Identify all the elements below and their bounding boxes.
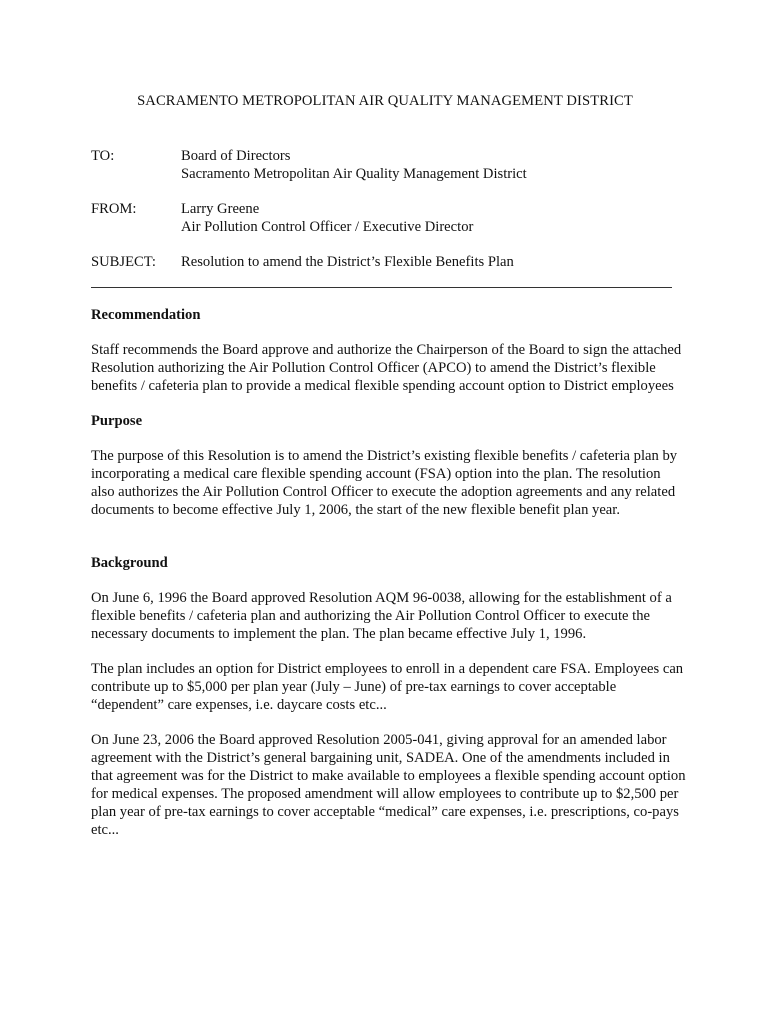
background-paragraph-3: On June 23, 2006 the Board approved Resolution 2005-041, giving approval for an amended labor agreement with the District’s general bargaining unit, SADEA. One of the amendments included in that agreement was for the District to make available to employees a flexible spending account option for medical expenses. The proposed amendment will allow employees to contribute up to $2,500 per plan year of pre-tax earnings to cover acceptable “medical” care expenses, i.e. prescriptions, co-pays etc... (91, 732, 686, 838)
header-divider (91, 287, 672, 288)
purpose-paragraph: The purpose of this Resolution is to amend the District’s existing flexible benefits / cafeteria plan by incorporating a medical care flexible spending account (FSA) option into the plan. The resolution also authorizes the Air Pollution Control Officer to execute the adoption agreements and any related documents to become effective July 1, 2006, the start of the new flexible benefit plan year. (91, 448, 678, 518)
recommendation-heading: Recommendation (91, 307, 201, 323)
background-paragraph-1: On June 6, 1996 the Board approved Resolution AQM 96-0038, allowing for the establishment of a flexible benefits / cafeteria plan and authorizing the Air Pollution Control Officer to execute the necessary documents to implement the plan. The plan became effective July 1, 1996. (91, 590, 672, 642)
memo-header (91, 147, 681, 288)
memo-subject-label: SUBJECT: (91, 254, 156, 270)
memo-from-row (91, 200, 681, 236)
recommendation-paragraph: Staff recommends the Board approve and authorize the Chairperson of the Board to sign the attached Resolution authorizing the Air Pollution Control Officer (APCO) to amend the District’s flexible benefits / cafeteria plan to provide a medical flexible spending account option to District employees (91, 342, 682, 394)
background-paragraph-2: The plan includes an option for District employees to enroll in a dependent care FSA. Employees can contribute up to $5,000 per plan year (July – June) of pre-tax earnings to cover acceptable “dependent” care expenses, i.e. daycare costs etc... (91, 661, 684, 713)
memo-from-value (181, 200, 681, 236)
document-body (91, 306, 686, 856)
memo-to-value (181, 147, 681, 183)
memo-to-line2: Sacramento Metropolitan Air Quality Management District (181, 166, 527, 182)
memo-to-label: TO: (91, 148, 115, 164)
background-heading: Background (91, 555, 168, 571)
memo-from-line2: Air Pollution Control Officer / Executive Director (181, 219, 474, 235)
memo-subject-row (91, 253, 681, 271)
purpose-heading: Purpose (91, 413, 143, 429)
memo-subject-value: Resolution to amend the District’s Flexible Benefits Plan (181, 254, 514, 270)
memo-from-line1: Larry Greene (181, 201, 260, 217)
memo-to-row (91, 147, 681, 183)
memo-to-line1: Board of Directors (181, 148, 291, 164)
memo-from-label: FROM: (91, 201, 137, 217)
organization-title: SACRAMENTO METROPOLITAN AIR QUALITY MANAGEMENT DISTRICT (137, 93, 633, 109)
